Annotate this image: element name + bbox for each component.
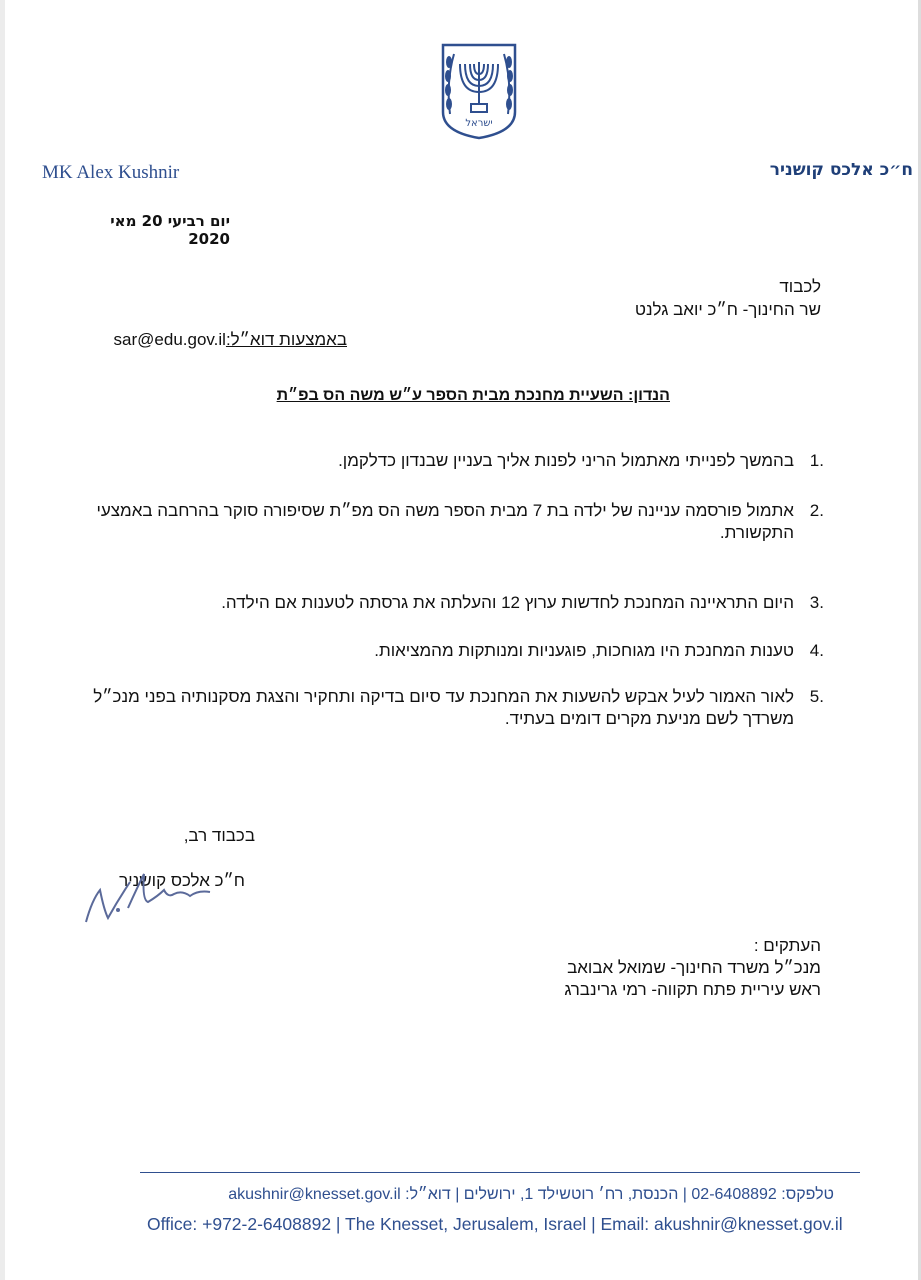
item-number: .4 [809, 641, 824, 660]
item-text: טענות המחנכת היו מגוחכות, פוגעניות ומנותקות מהמציאות. [374, 641, 794, 660]
email-prefix: באמצעות דוא״ל: [225, 330, 347, 349]
letter-date: יום רביעי 20 מאי 2020 [110, 212, 230, 248]
item-text: אתמול פורסמה עניינה של ילדה בת 7 מבית הספר משה הס מפ״ת שסיפורה סוקר בהרחבה באמצעי התקשורת. [96, 501, 794, 542]
item-text: היום התראיינה המחנכת לחדשות ערוץ 12 והעלתה את גרסתה לטענות אם הילדה. [221, 593, 794, 612]
cc-recipient-1: מנכ״ל משרד החינוך- שמואל אבואב [567, 958, 821, 977]
cc-title: העתקים : [753, 936, 821, 955]
item-number: .3 [809, 593, 824, 612]
recipient-block [635, 275, 821, 321]
cc-recipient-2: ראש עיריית פתח תקווה- רמי גרינברג [564, 980, 821, 999]
footer-contact-english: Office: +972-2-6408892 | The Knesset, Jerusalem, Israel | Email: akushnir@knesset.gov.il [147, 1214, 843, 1234]
item-number: .5 [809, 687, 824, 706]
item-number: .1 [809, 451, 824, 470]
cc-block [564, 935, 821, 1001]
list-item [64, 592, 824, 614]
list-item [64, 450, 824, 472]
israel-emblem-icon [440, 42, 518, 140]
handwritten-signature [78, 860, 228, 930]
signer-name: ח״כ אלכס קושניר [119, 871, 245, 890]
item-text: בהמשך לפנייתי מאתמול הריני לפנות אליך בעניין שבנדון כדלקמן. [338, 451, 794, 470]
footer-contact-hebrew: טלפקס: 02-6408892 | הכנסת, רח׳ רוטשילד 1, ירושלים | דוא״ל: akushnir@knesset.gov.il [228, 1186, 834, 1203]
letter-subject: הנדון: השעיית מחנכת מבית הספר ע״ש משה הס בפ״ת [276, 387, 670, 404]
list-item [64, 686, 824, 730]
emblem-caption: ישראל [465, 118, 493, 129]
recipient-email-link[interactable]: sar@edu.gov.il [113, 330, 226, 349]
list-item [64, 640, 824, 662]
closing-regards: בכבוד רב, [183, 826, 255, 845]
recipient-email-line [72, 330, 347, 350]
footer-divider [140, 1172, 860, 1173]
list-item [64, 500, 824, 544]
scan-left-edge [0, 0, 5, 1280]
recipient-title: שר החינוך- ח״כ יואב גלנט [634, 300, 821, 319]
sender-name-english: MK Alex Kushnir [42, 162, 180, 183]
sender-name-hebrew: ח״כ אלכס קושניר [769, 160, 913, 180]
recipient-salutation: לכבוד [779, 277, 821, 296]
item-number: .2 [809, 501, 824, 520]
item-text: לאור האמור לעיל אבקש להשעות את המחנכת עד סיום בדיקה ותחקיר והצגת מסקנותיה בפני מנכ״ל משרדך לשם מניעת מקרים דומים בעתיד. [93, 687, 794, 728]
